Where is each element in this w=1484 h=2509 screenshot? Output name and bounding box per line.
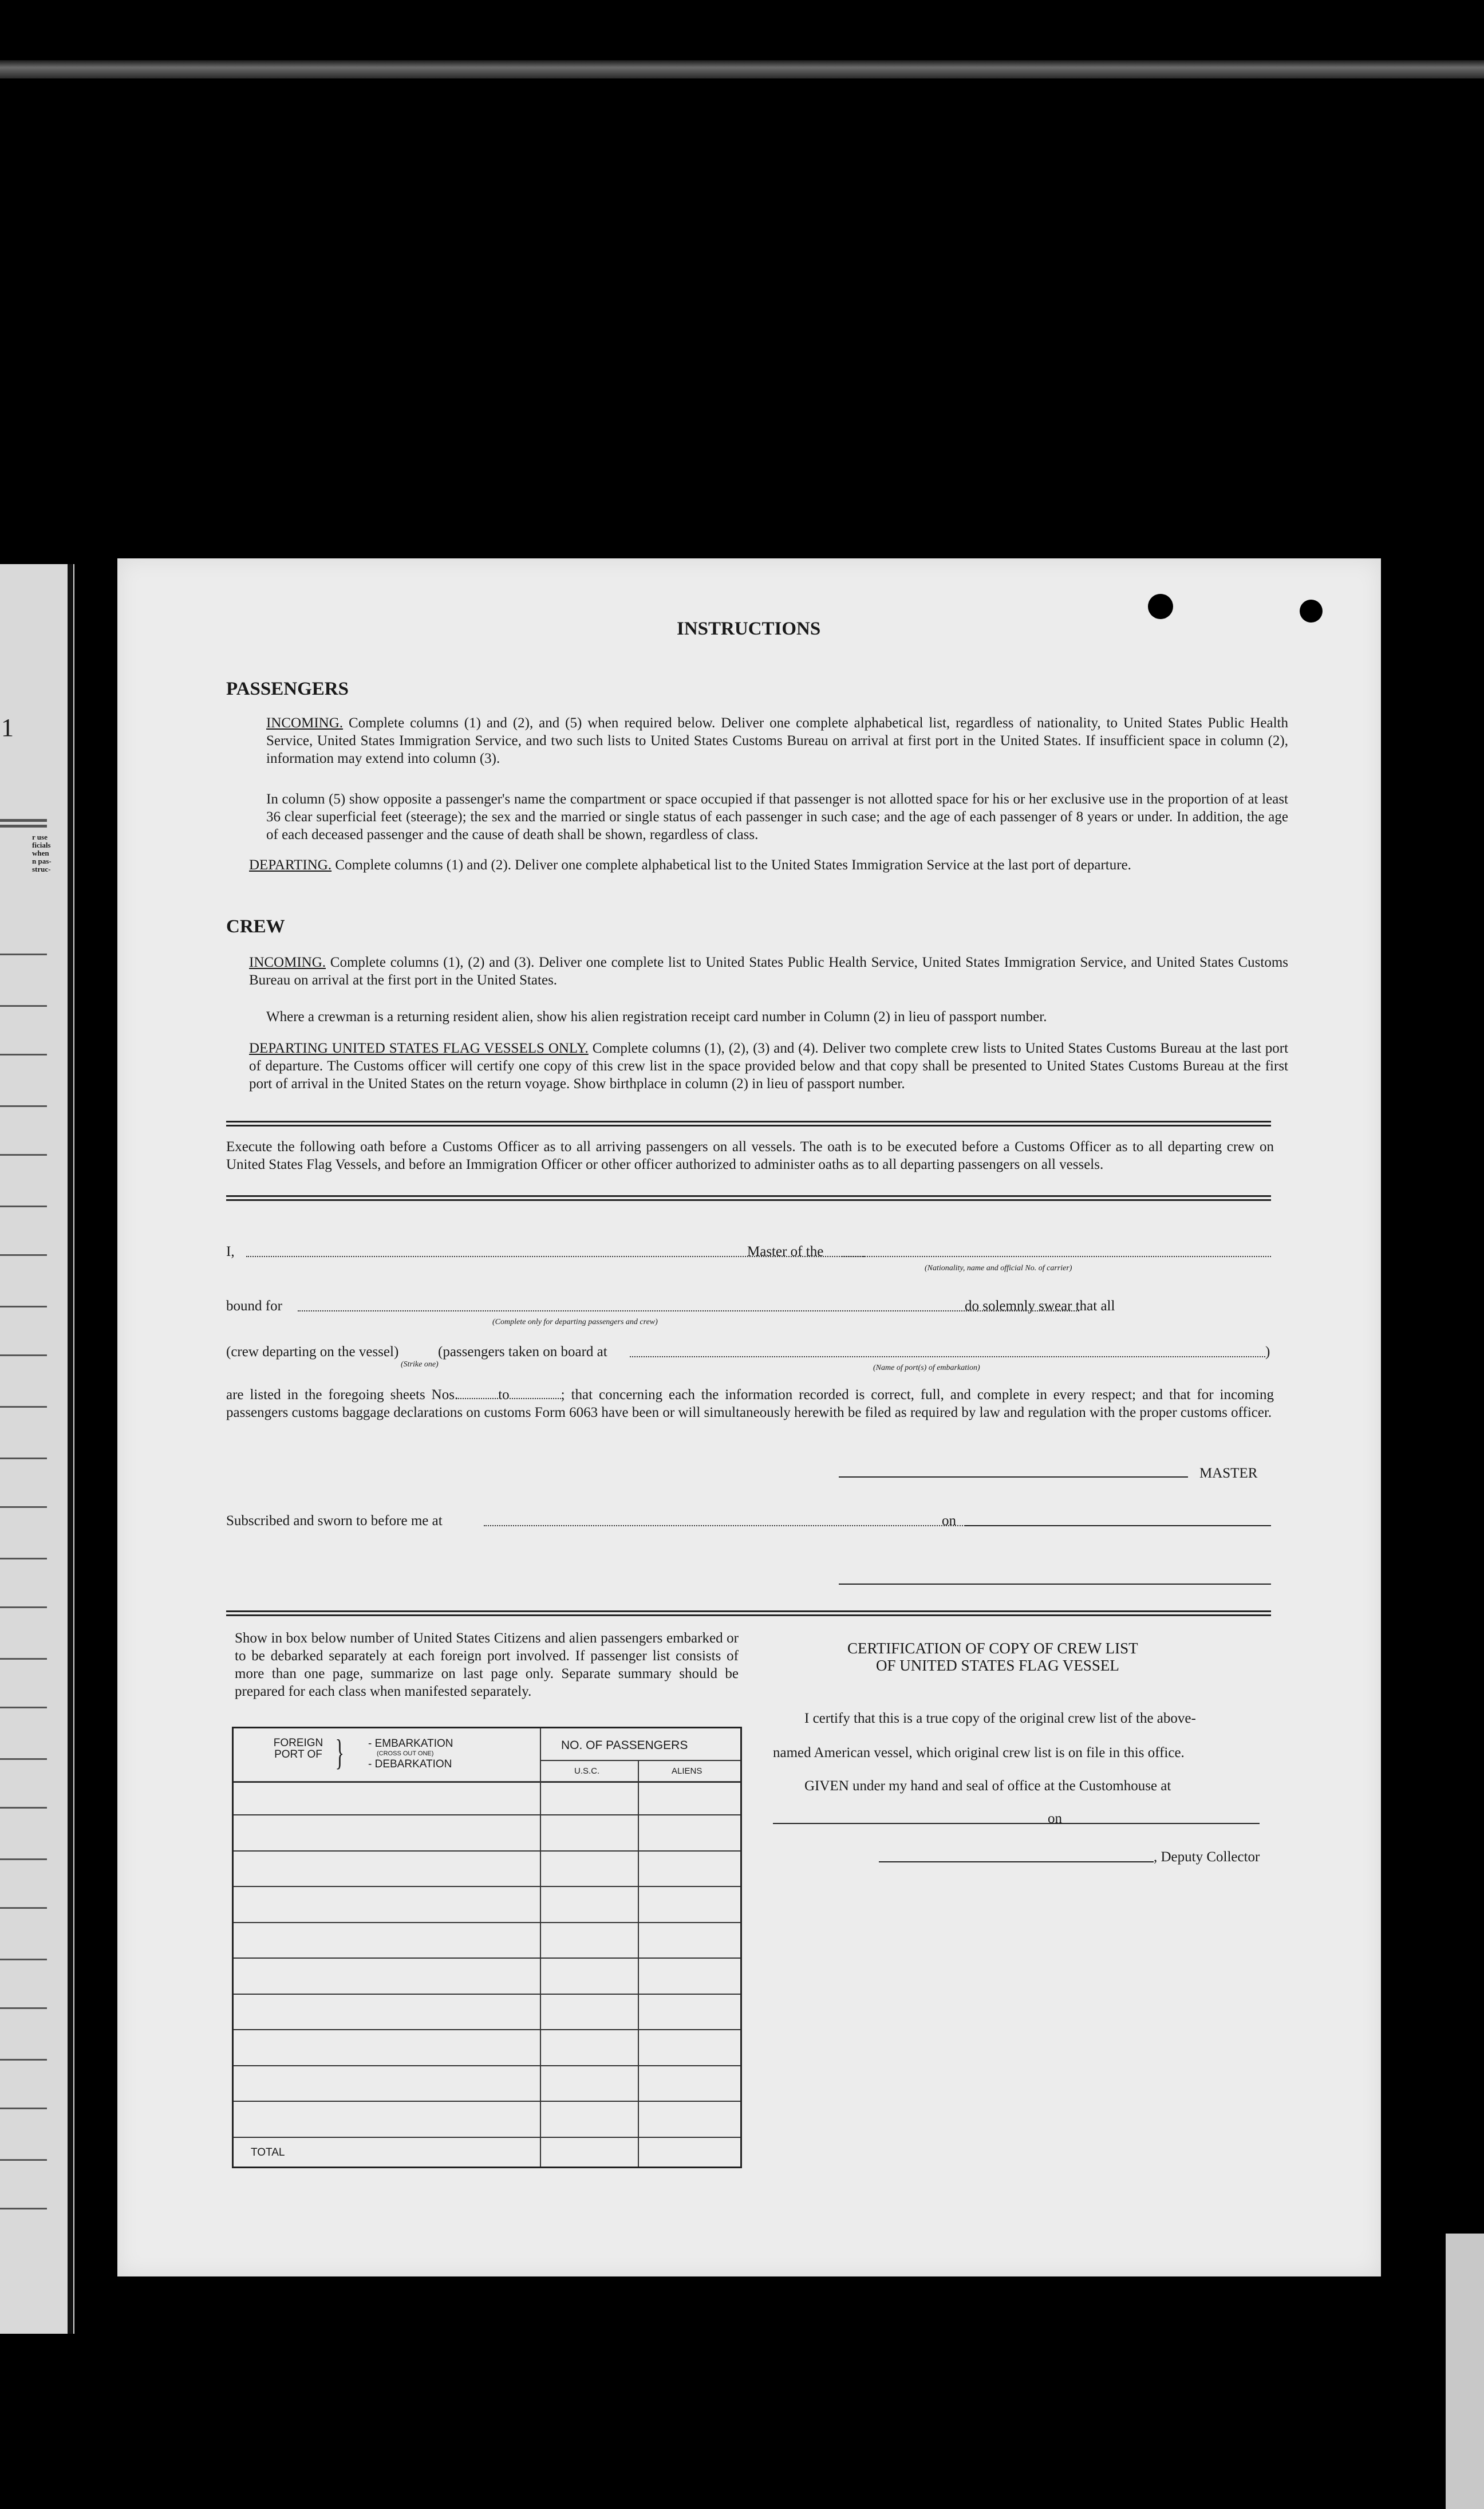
officer-signature-line[interactable] xyxy=(839,1584,1271,1585)
passengers-board-option: (passengers taken on board at xyxy=(438,1344,607,1360)
page-fragment-margin-text: r use ficials when n pas- struc- xyxy=(32,833,52,873)
aliens-header: ALIENS xyxy=(672,1766,702,1776)
subscribed-label: Subscribed and sworn to before me at xyxy=(226,1513,443,1529)
deputy-collector-label: , Deputy Collector xyxy=(1154,1849,1260,1865)
no-passengers-header: NO. OF PASSENGERS xyxy=(561,1739,688,1752)
passenger-summary-table xyxy=(232,1727,742,2168)
certification-on-label: on xyxy=(1048,1811,1062,1826)
total-label: TOTAL xyxy=(251,2146,285,2159)
embarkation-option[interactable]: - EMBARKATION xyxy=(368,1738,453,1750)
crew-vessel-option: (crew departing on the vessel) xyxy=(226,1344,399,1360)
page-fragment-number: 1 xyxy=(1,714,14,742)
destination-field[interactable] xyxy=(298,1310,1079,1311)
section-divider xyxy=(226,1195,1271,1201)
carrier-field[interactable] xyxy=(842,1256,1271,1257)
certification-heading-1: CERTIFICATION OF COPY OF CREW LIST xyxy=(847,1640,1138,1657)
foreign-port-header: FOREIGN PORT OF xyxy=(273,1737,323,1760)
oath-intro: Execute the following oath before a Customs Officer as to all arriving passengers on all vessels. The oath is to be executed before a Customs Officer as to all departing crew on United States Flag Vessels, and before an Immigration Officer or other officer authorized to administer oaths as to all departing passengers on all vessels. xyxy=(226,1139,1274,1172)
nationality-caption: (Nationality, name and official No. of carrier) xyxy=(925,1264,1072,1273)
master-label: MASTER xyxy=(1199,1466,1258,1481)
punch-hole xyxy=(1300,600,1323,623)
ports-caption: (Name of port(s) of embarkation) xyxy=(873,1364,980,1372)
sworn-place-field[interactable] xyxy=(484,1525,1045,1526)
passengers-heading: PASSENGERS xyxy=(226,679,349,699)
swear-label: do solemnly swear that all xyxy=(965,1298,1115,1314)
master-signature-line[interactable] xyxy=(839,1476,1188,1478)
sworn-date-field[interactable] xyxy=(965,1525,1271,1526)
brace: } xyxy=(335,1732,345,1773)
passengers-column5-text: In column (5) show opposite a passenger's name the compartment or space occupied if that passenger is not allotted space for his or her exclusive use in the proportion of at least 36 clear superficial feet (steerage); the sex and the married or single status of each passenger in such case; and the age of each passenger of 8 years or under. In addition, the age of each deceased passenger and the cause of death shall be shown, regardless of class. xyxy=(266,791,1288,842)
certification-heading-2: OF UNITED STATES FLAG VESSEL xyxy=(876,1657,1119,1674)
close-paren: ) xyxy=(1265,1344,1270,1360)
master-of-label: Master of the xyxy=(747,1244,824,1259)
punch-hole xyxy=(1148,594,1173,619)
strike-one-caption: (Strike one) xyxy=(401,1360,439,1369)
certification-line-3: GIVEN under my hand and seal of office at the Customhouse at xyxy=(804,1778,1171,1794)
bound-for-label: bound for xyxy=(226,1298,282,1314)
certification-line-1: I certify that this is a true copy of the original crew list of the above- xyxy=(804,1711,1196,1726)
page-title: INSTRUCTIONS xyxy=(677,619,821,639)
crew-incoming-text: INCOMING. Complete columns (1), (2) and (3). Deliver one complete list to United States Public Health Service, United States Immigration Service, and United States Customs Bureau on arrival at the first port in the United States. xyxy=(249,955,1289,988)
debarkation-option[interactable]: - DEBARKATION xyxy=(368,1758,452,1770)
deputy-signature-line[interactable] xyxy=(879,1861,1154,1862)
crew-departing-text: DEPARTING UNITED STATES FLAG VESSELS ONLY. Complete columns (1), (2), (3) and (4). Deliver two complete crew lists to United States Customs Bureau at the last port of departure. The Customs officer will certify one copy of this crew list in the space provided below and that copy shall be presented to United States Customs Bureau at the first port of arrival in the United States on the return voyage. Show birthplace in column (2) in lieu of passport number. xyxy=(249,1041,1289,1092)
summary-instruction: Show in box below number of United States Citizens and alien passengers embarked or to be debarked separately at each foreign port involved. If passenger list consists of more than one page, summarize on last page only. Separate summary should be prepared for each class when manifested separately. xyxy=(235,1630,739,1699)
scan-edge-strip xyxy=(1446,2234,1484,2509)
instructions-page xyxy=(117,558,1381,2276)
certification-line-2: named American vessel, which original crew list is on file in this office. xyxy=(773,1745,1185,1760)
adjacent-page-fragment xyxy=(0,564,74,2334)
sworn-on-label: on xyxy=(942,1513,956,1529)
certification-date-field[interactable] xyxy=(1071,1823,1260,1824)
usc-header: U.S.C. xyxy=(574,1766,600,1776)
section-divider xyxy=(226,1121,1271,1127)
crew-resident-text: Where a crewman is a returning resident alien, show his alien registration receipt card number in Column (2) in lieu of passport number. xyxy=(266,1009,1047,1025)
oath-listed-text: are listed in the foregoing sheets Nos. to ; that concerning each the information recorded is correct, full, and complete in every respect; and that for incoming passengers customs baggage declarations on customs Form 6063 have been or will simultaneously herewith be filed as required by law and regulation with the proper customs officer. xyxy=(226,1387,1274,1420)
embarkation-port-field[interactable] xyxy=(630,1356,1265,1357)
passengers-departing-text: DEPARTING. Complete columns (1) and (2). Deliver one complete alphabetical list to the United States Immigration Service at the last port of departure. xyxy=(249,857,1131,873)
oath-i-label: I, xyxy=(226,1244,235,1259)
scan-top-band xyxy=(0,60,1484,78)
cross-out-caption: (CROSS OUT ONE) xyxy=(377,1750,434,1757)
section-divider xyxy=(226,1610,1271,1616)
crew-heading: CREW xyxy=(226,916,285,937)
departing-caption: (Complete only for departing passengers and crew) xyxy=(492,1318,658,1326)
passengers-incoming-text: INCOMING. Complete columns (1) and (2), and (5) when required below. Deliver one complete alphabetical list, regardless of nationality, to United States Public Health Service, United States Immigration Service, and two such lists to United States Customs Bureau on arrival at first port in the United States. If insufficient space in column (2), information may extend into column (3). xyxy=(266,715,1289,766)
